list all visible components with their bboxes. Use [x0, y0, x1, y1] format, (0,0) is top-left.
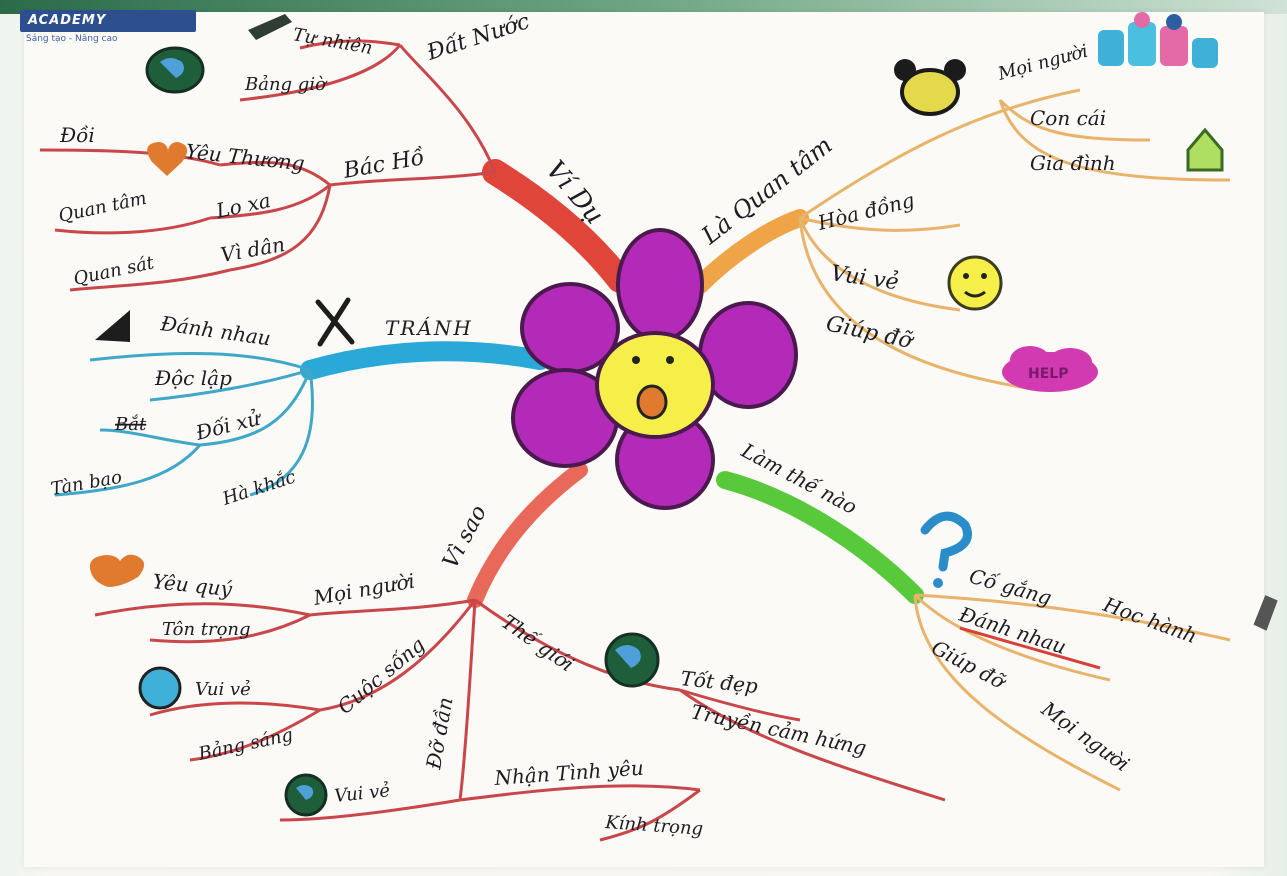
sub-label-moi-nguoi: Mọi người: [995, 40, 1091, 85]
sub-label-cuoc-song: Cuộc sống: [332, 632, 430, 719]
panda-face-icon: [894, 59, 966, 114]
branch-salmon-main: [475, 470, 580, 600]
twig-label-moi-nguoi: Mọi người: [1037, 696, 1134, 777]
sub-label-giup-do-2: Giúp đỡ: [927, 635, 1009, 694]
twig-label-lo-xa: Lo xa: [214, 188, 273, 223]
main-label-la-quan-tam: Là Quan tâm: [696, 130, 838, 250]
twig-label-bang-sang: Bảng sáng: [196, 724, 295, 765]
triangle-icon: [95, 310, 130, 342]
twig-label-quan-tam: Quan tâm: [56, 187, 149, 227]
cross-icon: [318, 300, 352, 344]
main-label-tranh: TRÁNH: [385, 316, 473, 340]
twig-label-vui-ve-3: Vui vẻ: [333, 780, 391, 807]
sub-label-co-gang: Cố gắng: [966, 563, 1055, 611]
twig-label-hoc-hanh: Học hành: [1100, 592, 1201, 649]
twig-label-vi-dan: Vì dân: [218, 232, 287, 267]
smiley-icon: [949, 257, 1001, 309]
globe-icon: [606, 634, 658, 686]
twig-label-tu-nhien: Tự nhiên: [291, 24, 375, 59]
twig-label-ha-khac: Hà khắc: [220, 466, 299, 510]
sub-label-do-dan: Đỡ đần: [421, 695, 458, 771]
academy-logo: ACADEMY: [20, 10, 196, 32]
twigs-top-right: [800, 90, 1230, 390]
people-group-icon: [1098, 12, 1218, 68]
sub-label-moi-nguoi-2: Mọi người: [311, 568, 417, 610]
sub-label-danh-nhau: Đánh nhau: [159, 311, 273, 351]
twig-label-quan-sat: Quan sát: [71, 252, 156, 290]
twig-label-vui-ve-2: Vui vẻ: [195, 679, 251, 700]
sub-label-danh-nhau-crossed: Đánh nhau: [956, 601, 1070, 659]
globe-icon: [147, 48, 203, 92]
twig-label-truyen-cam-hung: Truyền cảm hứng: [688, 699, 869, 761]
main-label-vi-sao: Vì sao: [438, 501, 493, 573]
twig-label-yeu-thuong: Yêu Thương: [184, 139, 306, 176]
twig-label-kinh-trong: Kính trọng: [604, 812, 704, 840]
sub-label-the-gioi: Thế giới: [497, 609, 579, 677]
twig-label-yeu-quy: Yêu quý: [151, 569, 234, 602]
sub-label-dat-nuoc: Đất Nước: [424, 9, 533, 66]
sub-label-nhan-tinh-yeu: Nhận Tình yêu: [493, 755, 645, 790]
academy-logo-subtext: Sáng tạo - Nâng cao: [26, 34, 118, 44]
help-cloud-label: HELP: [1028, 366, 1069, 382]
sub-label-bac-ho: Bác Hồ: [341, 145, 427, 184]
sub-label-doi-xu: Đối xử: [193, 405, 263, 445]
twig-label-doi: Đồi: [60, 123, 95, 147]
branch-blue-main: [310, 351, 540, 370]
smiley-icon: [140, 668, 180, 708]
twig-label-tot-dep: Tốt đẹp: [679, 666, 759, 699]
globe-icon: [286, 775, 326, 815]
main-label-vi-du: Ví Dụ: [539, 155, 610, 231]
house-icon: [1188, 130, 1222, 170]
twig-label-gia-dinh: Gia đình: [1030, 151, 1116, 175]
sub-label-hoa-dong: Hòa đồng: [815, 187, 917, 235]
sub-label-giup-do: Giúp đỡ: [823, 311, 915, 354]
petal-top: [618, 230, 702, 340]
twig-label-ton-trong: Tôn trọng: [162, 619, 251, 640]
twig-label-con-cai: Con cái: [1030, 106, 1107, 130]
twig-label-tan-bao: Tàn bạo: [49, 466, 124, 500]
main-label-lam-the-nao: Làm thế nào: [737, 438, 862, 520]
sub-label-doc-lap: Độc lập: [155, 366, 232, 390]
twig-label-bat: Bắt: [115, 414, 147, 435]
twig-label-bang-gio: Bảng giờ: [245, 74, 326, 95]
sub-label-vui-ve: Vui vẻ: [829, 261, 901, 296]
question-mark-icon: [925, 516, 968, 588]
